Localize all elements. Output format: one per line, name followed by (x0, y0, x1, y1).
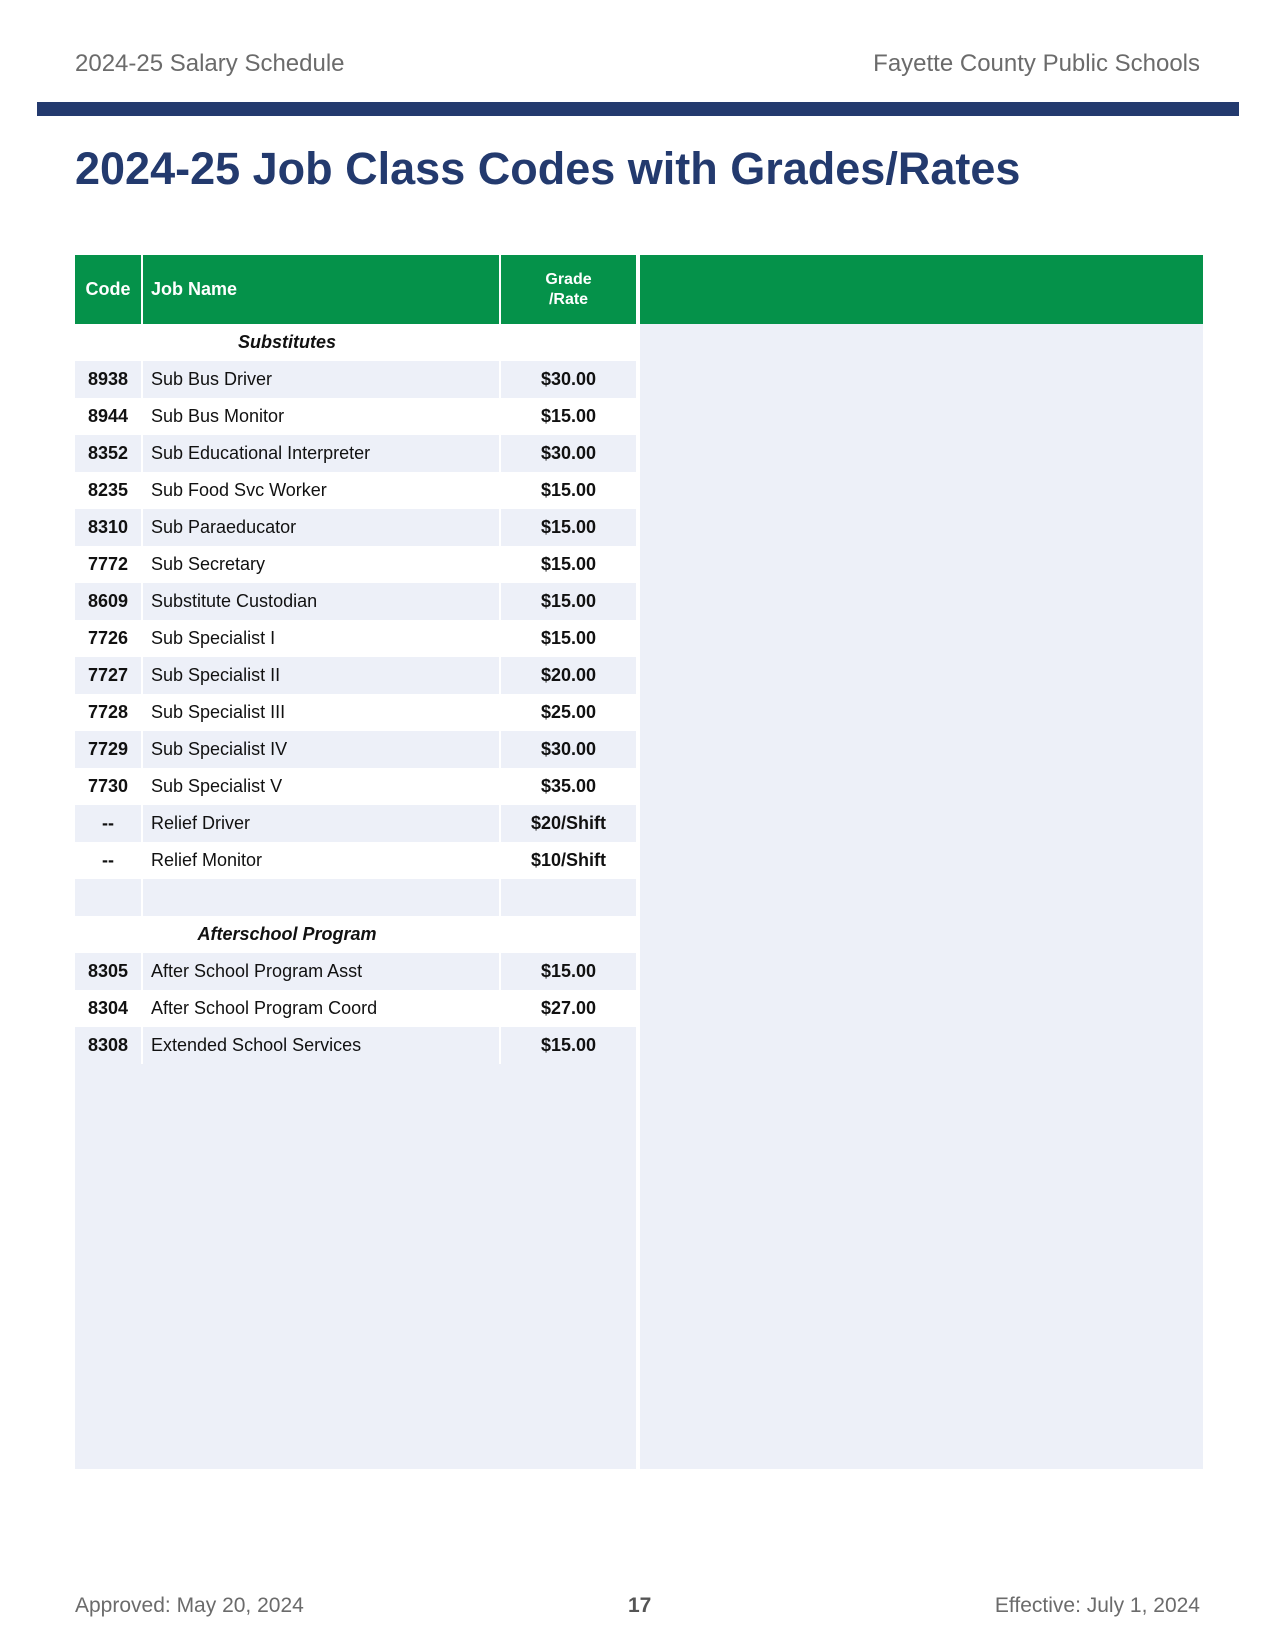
section-label: Substitutes (237, 332, 336, 352)
footer-effective-date: Effective: July 1, 2024 (994, 1594, 1200, 1617)
code-cell: 8938 (75, 361, 143, 398)
table-row (75, 472, 636, 509)
table-row (75, 398, 636, 435)
table-row (75, 1027, 636, 1064)
job-name-cell: Sub Specialist III (143, 694, 501, 731)
code-cell: -- (75, 842, 143, 879)
table-row (75, 435, 636, 472)
rate-cell: $15.00 (540, 628, 597, 648)
table-row (75, 953, 636, 990)
footer-approved-date: Approved: May 20, 2024 (75, 1594, 304, 1617)
code-cell: 8944 (75, 398, 143, 435)
rate-cell: $15.00 (540, 1035, 597, 1055)
rate-cell: $30.00 (540, 369, 597, 389)
column-header-grade: Grade (545, 270, 592, 288)
job-name-cell: Sub Food Svc Worker (143, 472, 501, 509)
code-cell: 8305 (75, 953, 143, 990)
column-header-code: Code (75, 255, 143, 324)
job-name-cell: Sub Secretary (143, 546, 501, 583)
code-cell: 7726 (75, 620, 143, 657)
job-name-cell: After School Program Coord (143, 990, 501, 1027)
table-row (75, 694, 636, 731)
code-cell: 7727 (75, 657, 143, 694)
header-right-text: Fayette County Public Schools (873, 50, 1200, 77)
rate-cell: $20.00 (540, 665, 597, 685)
job-name-cell: Extended School Services (143, 1027, 501, 1064)
rate-cell: $30.00 (540, 443, 597, 463)
table-row (75, 583, 636, 620)
code-cell: 8308 (75, 1027, 143, 1064)
section-label: Afterschool Program (197, 924, 377, 944)
code-cell: 8235 (75, 472, 143, 509)
rate-cell: $15.00 (540, 517, 597, 537)
rate-cell: $20/Shift (530, 813, 607, 833)
job-name-cell: Relief Driver (143, 805, 501, 842)
job-name-cell: Sub Specialist I (143, 620, 501, 657)
code-cell: 7730 (75, 768, 143, 805)
section-header-afterschool (75, 916, 636, 953)
rate-cell (501, 879, 636, 916)
rate-cell: $15.00 (540, 406, 597, 426)
rate-cell: $35.00 (540, 776, 597, 796)
header-left-text: 2024-25 Salary Schedule (75, 50, 345, 77)
table-row (75, 546, 636, 583)
rate-cell: $30.00 (540, 739, 597, 759)
rate-cell: $10/Shift (530, 850, 607, 870)
column-header-job-name: Job Name (143, 255, 501, 324)
job-class-table (75, 255, 636, 1469)
code-cell: 8609 (75, 583, 143, 620)
table-row (75, 361, 636, 398)
table-row (75, 731, 636, 768)
table-row (75, 990, 636, 1027)
job-name-cell: Relief Monitor (143, 842, 501, 879)
code-cell: 7728 (75, 694, 143, 731)
column-header-grade-rate (501, 255, 636, 324)
column-header-rate: /Rate (548, 290, 589, 308)
job-name-cell: Sub Specialist II (143, 657, 501, 694)
empty-spacer-row (75, 879, 636, 916)
job-name-cell: Sub Specialist V (143, 768, 501, 805)
rate-cell: $27.00 (540, 998, 597, 1018)
rate-cell: $15.00 (540, 591, 597, 611)
code-cell: 8304 (75, 990, 143, 1027)
table-row (75, 657, 636, 694)
rate-cell: $25.00 (540, 702, 597, 722)
job-name-cell: Sub Paraeducator (143, 509, 501, 546)
rate-cell: $15.00 (540, 480, 597, 500)
code-cell: 7772 (75, 546, 143, 583)
table-row (75, 768, 636, 805)
job-name-cell: After School Program Asst (143, 953, 501, 990)
table-header-row (75, 255, 636, 324)
code-cell: 8310 (75, 509, 143, 546)
rate-cell: $15.00 (540, 554, 597, 574)
page-title: 2024-25 Job Class Codes with Grades/Rates (75, 143, 1021, 194)
code-cell: 8352 (75, 435, 143, 472)
table-row (75, 842, 636, 879)
code-cell: 7729 (75, 731, 143, 768)
page-number: 17 (628, 1594, 652, 1617)
job-name-cell (143, 879, 501, 916)
rate-cell: $15.00 (540, 961, 597, 981)
table-row (75, 620, 636, 657)
section-header-substitutes (75, 324, 636, 361)
right-empty-panel (640, 255, 1203, 1469)
job-name-cell: Sub Specialist IV (143, 731, 501, 768)
job-name-cell: Sub Educational Interpreter (143, 435, 501, 472)
table-row (75, 805, 636, 842)
code-cell (75, 879, 143, 916)
table-row (75, 509, 636, 546)
job-name-cell: Sub Bus Driver (143, 361, 501, 398)
code-cell: -- (75, 805, 143, 842)
right-panel-header (640, 255, 1203, 324)
job-name-cell: Substitute Custodian (143, 583, 501, 620)
header-divider-bar (37, 102, 1239, 116)
job-name-cell: Sub Bus Monitor (143, 398, 501, 435)
